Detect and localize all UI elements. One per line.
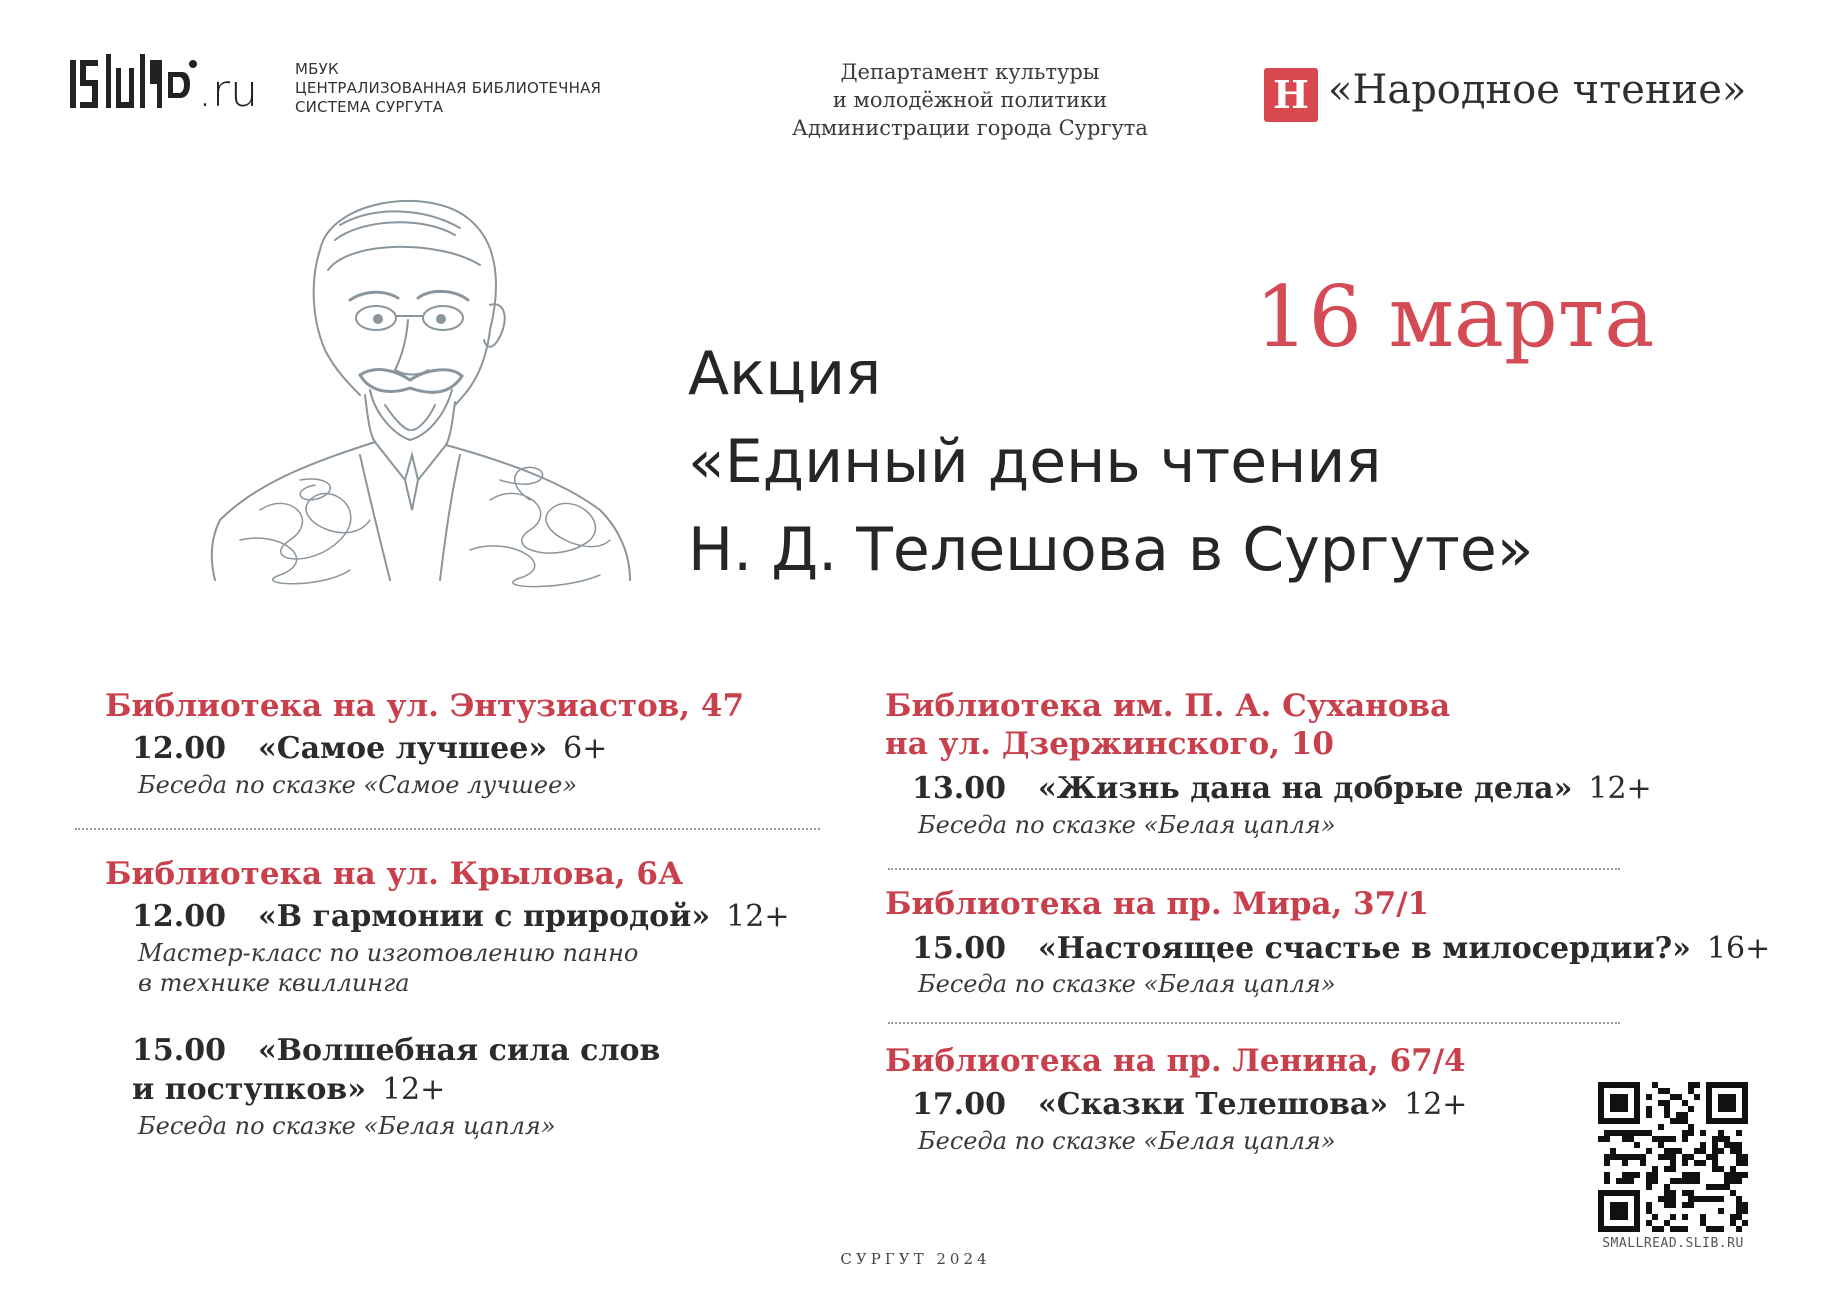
age-rating: 16+ (1706, 931, 1771, 966)
library-title: Библиотека им. П. А. Суханова (885, 688, 1451, 724)
svg-text:.ru: .ru (198, 66, 258, 117)
separator (888, 1022, 1620, 1024)
department-line: и молодёжной политики (832, 88, 1108, 112)
age-rating: 6+ (563, 731, 608, 766)
headline-line: «Единый день чтения (688, 427, 1382, 497)
slib-logo-icon (70, 50, 285, 120)
footer-text: СУРГУТ 2024 (840, 1250, 991, 1268)
event-time: 12.00 (132, 899, 226, 934)
event-description: Беседа по сказке «Белая цапля» (918, 1127, 1336, 1155)
org-name (295, 60, 601, 117)
library-title: Библиотека на ул. Энтузиастов, 47 (105, 688, 745, 724)
event-time: 12.00 (132, 731, 226, 766)
event-time: 17.00 (912, 1087, 1006, 1122)
age-rating: 12+ (1588, 771, 1652, 806)
event-line (912, 770, 1652, 808)
org-line: СИСТЕМА СУРГУТА (295, 98, 444, 116)
event-time: 13.00 (912, 771, 1006, 806)
project-title: «Народное чтение» (1328, 67, 1747, 113)
qr-caption: SMALLREAD.SLIB.RU (1602, 1236, 1744, 1251)
event-time: 15.00 (912, 931, 1006, 966)
department-line: Департамент культуры (840, 60, 1100, 84)
qr-code-icon[interactable] (1598, 1082, 1748, 1232)
event-description: в технике квиллинга (138, 969, 410, 997)
event-title: «Настоящее счастье в милосердии?» (1037, 931, 1691, 966)
event-description: Беседа по сказке «Белая цапля» (918, 970, 1336, 998)
separator (888, 868, 1620, 870)
event-description: Беседа по сказке «Белая цапля» (138, 1112, 556, 1140)
headline-line: Н. Д. Телешова в Сургуте» (688, 515, 1534, 585)
event-headline (688, 330, 1533, 594)
library-title: на ул. Дзержинского, 10 (885, 726, 1334, 762)
narodnoe-chtenie-logo-icon (1264, 68, 1318, 122)
event-title: и поступков» (132, 1072, 366, 1107)
event-title: «Самое лучшее» (257, 731, 548, 766)
telesheshov-portrait-icon (200, 180, 640, 600)
event-line (132, 730, 607, 768)
event-title: «Жизнь дана на добрые дела» (1037, 771, 1573, 806)
badge-letter: Н (1273, 72, 1309, 117)
event-line (132, 1032, 660, 1070)
department-name (700, 58, 1240, 142)
library-title: Библиотека на пр. Ленина, 67/4 (885, 1043, 1466, 1079)
library-title: Библиотека на ул. Крылова, 6А (105, 856, 684, 892)
headline-line: Акция (688, 339, 882, 409)
event-line (132, 1071, 445, 1109)
age-rating: 12+ (381, 1072, 446, 1107)
event-time: 15.00 (132, 1033, 226, 1068)
event-title: «Волшебная сила слов (257, 1033, 661, 1068)
event-date: 16 марта (1255, 268, 1655, 366)
event-description: Беседа по сказке «Самое лучшее» (138, 771, 577, 799)
event-description: Беседа по сказке «Белая цапля» (918, 811, 1336, 839)
age-rating: 12+ (1404, 1087, 1468, 1122)
separator (75, 828, 820, 830)
event-description: Мастер-класс по изготовлению панно (138, 939, 639, 967)
event-title: «В гармонии с природой» (257, 899, 711, 934)
event-line (912, 1086, 1467, 1124)
department-line: Администрации города Сургута (792, 116, 1148, 140)
event-line (912, 930, 1770, 968)
org-line: ЦЕНТРАЛИЗОВАННАЯ БИБЛИОТЕЧНАЯ (295, 79, 602, 97)
library-title: Библиотека на пр. Мира, 37/1 (885, 886, 1430, 922)
event-title: «Сказки Телешова» (1037, 1087, 1389, 1122)
org-line: МБУК (295, 60, 339, 78)
age-rating: 12+ (726, 899, 790, 934)
event-line (132, 898, 789, 936)
